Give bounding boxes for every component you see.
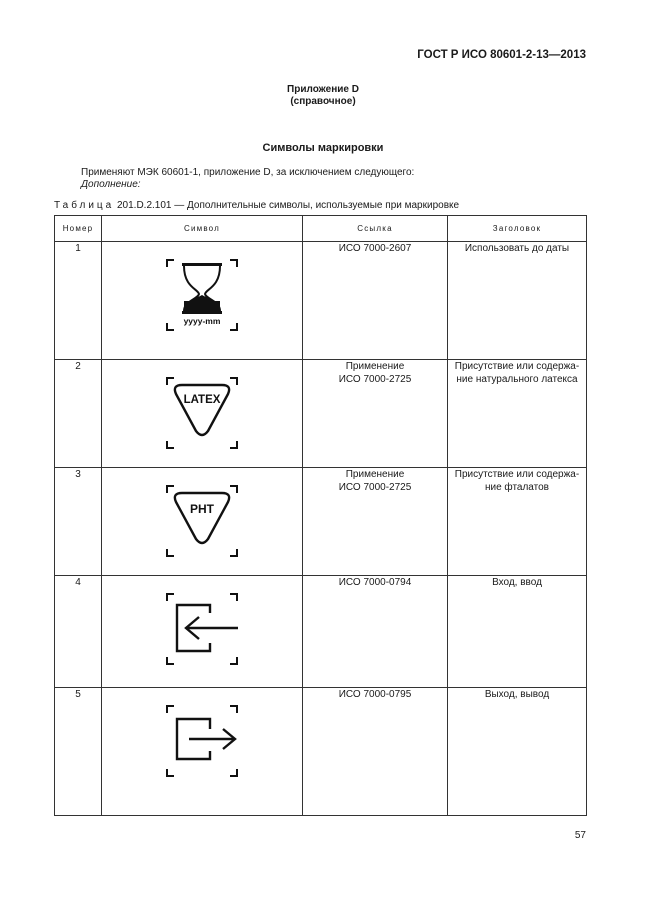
table-row	[55, 468, 587, 576]
column-header-reference: Ссылка	[303, 216, 448, 242]
title-cell	[448, 468, 587, 576]
table-caption-text: 201.D.2.101 — Дополнительные символы, используемые при маркировке	[117, 200, 460, 211]
title-line: Вход, ввод	[492, 577, 542, 588]
row-number: 1	[55, 242, 102, 360]
title-cell	[448, 576, 587, 688]
symbol-inner-text: yyyy-mm	[183, 316, 221, 326]
title-line: Присутствие или содержа-	[454, 469, 580, 480]
section-title: Символы маркировки	[262, 142, 384, 154]
row-number: 4	[55, 576, 102, 688]
hourglass-use-by-date-icon	[162, 255, 242, 335]
intro-addition-label: Дополнение:	[81, 179, 141, 190]
reference-cell	[303, 468, 448, 576]
reference-cell	[303, 360, 448, 468]
column-header-number: Номер	[55, 216, 102, 242]
title-line: Выход, вывод	[484, 689, 550, 700]
annex-subtitle: (справочное)	[290, 96, 356, 107]
input-arrow-icon	[162, 589, 242, 669]
table-row	[55, 360, 587, 468]
reference-line: ИСО 7000-0794	[338, 577, 412, 588]
table-row	[55, 576, 587, 688]
reference-line: ИСО 7000-2725	[338, 482, 412, 493]
page-number: 57	[574, 830, 586, 841]
table-caption	[54, 200, 459, 211]
pht-triangle-icon	[162, 481, 242, 561]
title-line: ние фталатов	[484, 482, 549, 493]
table-caption-prefix: Таблица	[54, 200, 115, 211]
annex-title: Приложение D	[287, 84, 359, 95]
symbols-table	[54, 215, 587, 816]
table-row	[55, 242, 587, 360]
symbol-cell	[102, 688, 303, 816]
symbol-inner-text: LATEX	[183, 394, 221, 406]
output-arrow-icon	[162, 701, 242, 781]
table-header-row	[55, 216, 587, 242]
table-row	[55, 688, 587, 816]
symbol-inner-text: PHT	[190, 502, 214, 516]
reference-line: ИСО 7000-0795	[338, 689, 412, 700]
reference-cell	[303, 242, 448, 360]
reference-line: ИСО 7000-2607	[338, 243, 412, 254]
column-header-title: Заголовок	[448, 216, 587, 242]
document-code: ГОСТ Р ИСО 80601-2-13—2013	[417, 49, 586, 61]
reference-cell	[303, 576, 448, 688]
intro-paragraph: Применяют МЭК 60601-1, приложение D, за исключением следующего:	[81, 167, 415, 178]
title-cell	[448, 242, 587, 360]
symbol-cell	[102, 576, 303, 688]
latex-triangle-icon	[162, 373, 242, 453]
reference-line: Применение	[345, 361, 405, 372]
symbol-cell	[102, 242, 303, 360]
row-number: 2	[55, 360, 102, 468]
title-cell	[448, 688, 587, 816]
reference-line: Применение	[345, 469, 405, 480]
row-number: 3	[55, 468, 102, 576]
symbol-cell	[102, 360, 303, 468]
title-line: Использовать до даты	[464, 243, 570, 254]
column-header-symbol: Символ	[102, 216, 303, 242]
title-line: Присутствие или содержа-	[454, 361, 580, 372]
symbol-cell	[102, 468, 303, 576]
reference-cell	[303, 688, 448, 816]
title-cell	[448, 360, 587, 468]
row-number: 5	[55, 688, 102, 816]
title-line: ние натурального латекса	[456, 374, 578, 385]
reference-line: ИСО 7000-2725	[338, 374, 412, 385]
